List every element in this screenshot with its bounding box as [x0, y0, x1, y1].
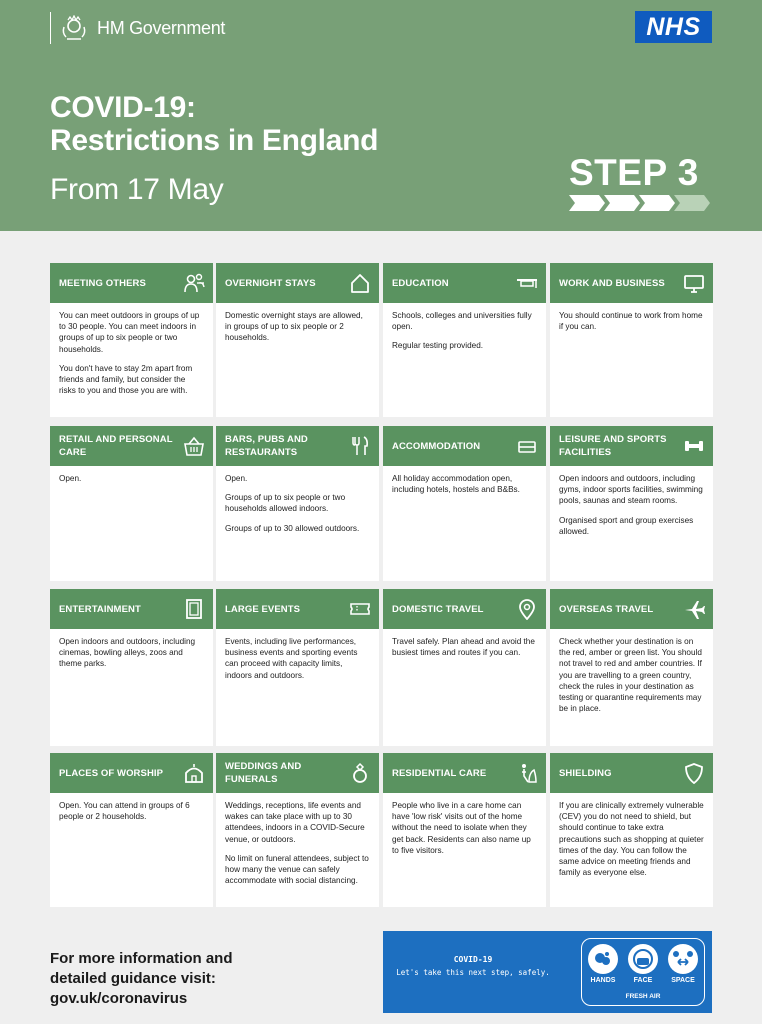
- card-header: [216, 589, 379, 629]
- mortarboard-icon: [516, 272, 538, 294]
- card-meeting-others: [50, 263, 213, 417]
- card-paragraph: Schools, colleges and universities fully open.: [392, 311, 532, 332]
- card-paragraph: If you are clinically extremely vulnerable (CEV) you do not need to shield, but should continue to take extra precautions such as shopping at quieter times of the day. You can follow the same advice on meeting friends and family as everyone else.: [559, 801, 704, 878]
- card-title: RETAIL AND PERSONAL CARE: [59, 434, 173, 458]
- card-paragraph: Travel safely. Plan ahead and avoid the busiest times and routes if you can.: [392, 637, 535, 658]
- card-body: [216, 466, 379, 541]
- house-icon: [349, 272, 371, 294]
- card-header: [50, 263, 213, 303]
- more-info-line-1: For more information and: [50, 950, 233, 967]
- card-paragraph: You don't have to stay 2m apart from friends and family, but consider the risks to you and those you are with.: [59, 363, 193, 396]
- bed-icon: [516, 435, 538, 457]
- card-paragraph: No limit on funeral attendees, subject to how many the venue can safely accommodate with social distancing.: [225, 853, 369, 886]
- card-paragraph: Weddings, receptions, life events and wakes can take place with up to 30 attendees, indoors in a COVID-Secure venue, or outdoors.: [225, 801, 365, 844]
- card-title: OVERNIGHT STAYS: [225, 277, 316, 289]
- card-header: [216, 426, 379, 466]
- cutlery-icon: [349, 435, 371, 457]
- card-paragraph: Open indoors and outdoors, including cinemas, bowling alleys, zoos and theme parks.: [59, 637, 196, 669]
- care-home-icon: [516, 762, 538, 784]
- dumbbell-icon: [683, 435, 705, 457]
- card-title: ACCOMMODATION: [392, 440, 481, 452]
- card-title: MEETING OTHERS: [59, 277, 146, 289]
- card-title: BARS, PUBS AND RESTAURANTS: [225, 434, 308, 458]
- card-body: [50, 793, 213, 829]
- card-retail-and-personal-care: [50, 426, 213, 581]
- card-header: [216, 753, 379, 793]
- face-mask-icon: [628, 944, 658, 974]
- card-header: [50, 589, 213, 629]
- card-header: [50, 426, 213, 466]
- step-progress-arrows-icon: [569, 195, 711, 211]
- location-pin-icon: [516, 598, 538, 620]
- card-title: SHIELDING: [559, 767, 612, 779]
- card-header: [383, 263, 546, 303]
- card-title: WEDDINGS AND FUNERALS: [225, 761, 302, 785]
- card-paragraph: Regular testing provided.: [392, 341, 484, 351]
- card-body: [550, 629, 713, 721]
- card-body: [383, 303, 546, 359]
- title-line-2: Restrictions in England: [50, 124, 379, 157]
- card-body: [50, 303, 213, 403]
- card-paragraph: All holiday accommodation open, including hotels, hostels and B&Bs.: [392, 474, 520, 495]
- more-info-line-2: detailed guidance visit:: [50, 970, 216, 987]
- more-info-link[interactable]: gov.uk/coronavirus: [50, 990, 188, 1007]
- hands-label: HANDS: [590, 977, 616, 984]
- space-item: [665, 944, 701, 984]
- card-paragraph: Groups of up to 30 allowed outdoors.: [225, 523, 360, 533]
- card-paragraph: You can meet outdoors in groups of up to 30 people. You can meet indoors in groups of up to six people or two households.: [59, 311, 200, 354]
- page-title: [50, 91, 378, 157]
- card-residential-care: [383, 753, 546, 907]
- space-icon: [668, 944, 698, 974]
- nhs-logo: NHS: [635, 11, 712, 43]
- card-paragraph: Organised sport and group exercises allowed.: [559, 515, 694, 536]
- more-info-text: [50, 949, 233, 1009]
- hands-face-space-badge: [581, 938, 705, 1006]
- ticket-icon: [349, 598, 371, 620]
- card-paragraph: You should continue to work from home if you can.: [559, 311, 703, 332]
- face-item: [625, 944, 661, 984]
- monitor-icon: [683, 272, 705, 294]
- card-paragraph: Open.: [59, 474, 82, 483]
- people-icon: [183, 272, 205, 294]
- step-label: STEP 3: [569, 152, 699, 193]
- card-body: [50, 629, 213, 677]
- card-domestic-travel: [383, 589, 546, 746]
- airplane-icon: [683, 598, 705, 620]
- hm-government-label: HM Government: [97, 17, 226, 38]
- card-title: ENTERTAINMENT: [59, 603, 141, 615]
- card-body: [383, 793, 546, 863]
- safety-banner: [383, 931, 712, 1013]
- card-title: LEISURE AND SPORTS FACILITIES: [559, 434, 667, 458]
- header-banner: [0, 0, 762, 231]
- face-label: FACE: [633, 977, 653, 984]
- card-places-of-worship: [50, 753, 213, 907]
- card-header: [383, 589, 546, 629]
- card-paragraph: Events, including live performances, business events and sporting events can proceed with capacity limits, indoors and outdoors.: [225, 637, 358, 680]
- card-header: [550, 753, 713, 793]
- card-large-events: [216, 589, 379, 746]
- card-title: LARGE EVENTS: [225, 603, 301, 615]
- card-header: [383, 426, 546, 466]
- banner-title: COVID-19: [453, 955, 493, 964]
- card-header: [216, 263, 379, 303]
- card-work-and-business: [550, 263, 713, 417]
- card-overnight-stays: [216, 263, 379, 417]
- card-paragraph: Open.: [225, 474, 248, 483]
- card-title: DOMESTIC TRAVEL: [392, 603, 484, 615]
- basket-icon: [183, 435, 205, 457]
- hm-government-logo: [50, 12, 225, 44]
- card-title: RESIDENTIAL CARE: [392, 767, 487, 779]
- card-header: [50, 753, 213, 793]
- card-body: [550, 466, 713, 544]
- card-header: [383, 753, 546, 793]
- shield-icon: [683, 762, 705, 784]
- card-paragraph: Domestic overnight stays are allowed, in groups of up to six people or 2 households.: [225, 311, 363, 343]
- card-title: EDUCATION: [392, 277, 449, 289]
- card-title: WORK AND BUSINESS: [559, 277, 665, 289]
- card-paragraph: Check whether your destination is on the red, amber or green list. You should not travel to red and amber countries. If you are travelling to a green country, check the rules in your destination as testing or quarantine requirements may be in place.: [559, 637, 702, 714]
- hands-icon: [588, 944, 618, 974]
- card-header: [550, 426, 713, 466]
- card-title: OVERSEAS TRAVEL: [559, 603, 654, 615]
- card-body: [383, 629, 546, 665]
- card-body: [216, 629, 379, 688]
- picture-frame-icon: [183, 598, 205, 620]
- card-paragraph: Open. You can attend in groups of 6 people or 2 households.: [59, 801, 190, 822]
- page-subtitle: From 17 May: [50, 173, 224, 206]
- card-paragraph: Groups of up to six people or two households allowed indoors.: [225, 493, 346, 514]
- card-shielding: [550, 753, 713, 907]
- card-body: [216, 793, 379, 893]
- fresh-air-label: FRESH AIR: [625, 993, 661, 1000]
- card-paragraph: People who live in a care home can have 'low risk' visits out of the home without the need to isolate when they get back. Residents can also name up to five visitors.: [392, 801, 531, 855]
- card-leisure-and-sports-facilities: [550, 426, 713, 581]
- card-title: PLACES OF WORSHIP: [59, 767, 164, 779]
- ring-icon: [349, 762, 371, 784]
- card-bars-pubs-and-restaurants: [216, 426, 379, 581]
- title-line-1: COVID-19:: [50, 91, 196, 124]
- card-body: [550, 793, 713, 885]
- banner-tagline: Let's take this next step, safely.: [396, 968, 550, 977]
- space-label: SPACE: [671, 977, 695, 984]
- card-accommodation: [383, 426, 546, 581]
- hands-item: [585, 944, 621, 984]
- card-entertainment: [50, 589, 213, 746]
- card-body: [550, 303, 713, 339]
- card-education: [383, 263, 546, 417]
- card-header: [550, 263, 713, 303]
- card-paragraph: Open indoors and outdoors, including gyms, indoor sports facilities, swimming pools, saunas and steam rooms.: [559, 474, 703, 506]
- card-overseas-travel: [550, 589, 713, 746]
- card-body: [216, 303, 379, 351]
- card-header: [550, 589, 713, 629]
- card-weddings-and-funerals: [216, 753, 379, 907]
- royal-crest-icon: [61, 15, 87, 41]
- card-body: [383, 466, 546, 502]
- place-of-worship-icon: [183, 762, 205, 784]
- card-body: [50, 466, 213, 491]
